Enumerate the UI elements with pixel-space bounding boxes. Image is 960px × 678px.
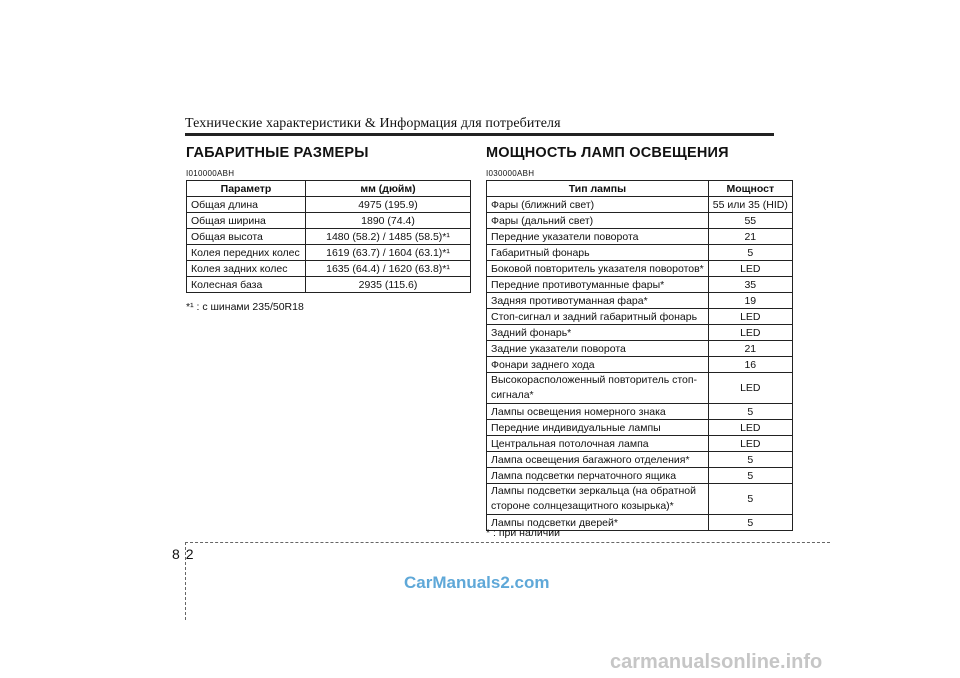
table-cell-value: 1619 (63.7) / 1604 (63.1)*¹ xyxy=(306,245,471,261)
dimensions-table xyxy=(186,180,471,293)
table-cell-value: 21 xyxy=(708,341,792,357)
table-cell-value: 19 xyxy=(708,293,792,309)
footer-divider xyxy=(185,542,830,543)
table-cell-value: 4975 (195.9) xyxy=(306,197,471,213)
table-row xyxy=(487,229,793,245)
col-header-power: Мощност xyxy=(708,181,792,197)
table-row xyxy=(487,277,793,293)
table-cell-value: 2935 (115.6) xyxy=(306,277,471,293)
lamps-table xyxy=(486,180,793,531)
table-cell-label: Задний фонарь* xyxy=(487,325,709,341)
table-row xyxy=(187,213,471,229)
table-cell-value: 55 или 35 (HID) xyxy=(708,197,792,213)
table-cell-label: Колея задних колес xyxy=(187,261,306,277)
dimensions-code: I010000ABH xyxy=(186,169,235,178)
table-cell-value: LED xyxy=(708,261,792,277)
table-row xyxy=(487,293,793,309)
header-rule xyxy=(185,133,774,136)
table-cell-value: 5 xyxy=(708,245,792,261)
lamps-code: I030000ABH xyxy=(486,169,535,178)
table-cell-label: Задние указатели поворота xyxy=(487,341,709,357)
table-cell-value: 5 xyxy=(708,468,792,484)
page-header-title: Технические характеристики & Информация для потребителя xyxy=(185,116,561,131)
table-cell-value: LED xyxy=(708,309,792,325)
table-cell-label: Габаритный фонарь xyxy=(487,245,709,261)
table-row xyxy=(487,404,793,420)
table-row xyxy=(487,484,793,515)
table-cell-value: 1890 (74.4) xyxy=(306,213,471,229)
table-cell-value: 1635 (64.4) / 1620 (63.8)*¹ xyxy=(306,261,471,277)
table-cell-label: Лампа освещения багажного отделения* xyxy=(487,452,709,468)
table-row xyxy=(487,213,793,229)
table-cell-label: Передние противотуманные фары* xyxy=(487,277,709,293)
table-cell-label: Фары (дальний свет) xyxy=(487,213,709,229)
table-cell-value: 5 xyxy=(708,484,792,515)
table-cell-value: 21 xyxy=(708,229,792,245)
table-cell-value: LED xyxy=(708,436,792,452)
col-header-lamp-type: Тип лампы xyxy=(487,181,709,197)
lamps-title: МОЩНОСТЬ ЛАМП ОСВЕЩЕНИЯ xyxy=(486,145,729,161)
table-cell-value: LED xyxy=(708,373,792,404)
table-cell-label: Лампы подсветки дверей* xyxy=(487,515,709,531)
table-cell-value: 35 xyxy=(708,277,792,293)
table-row xyxy=(187,261,471,277)
table-cell-label: Стоп-сигнал и задний габаритный фонарь xyxy=(487,309,709,325)
table-cell-label: Колея передних колес xyxy=(187,245,306,261)
table-cell-label: Лампы освещения номерного знака xyxy=(487,404,709,420)
table-row xyxy=(187,229,471,245)
page-number: 82 xyxy=(172,546,200,562)
table-cell-label: Боковой повторитель указателя поворотов* xyxy=(487,261,709,277)
table-cell-value: 5 xyxy=(708,515,792,531)
table-cell-value: LED xyxy=(708,420,792,436)
table-row xyxy=(487,245,793,261)
table-row xyxy=(187,277,471,293)
table-cell-label: Лампа подсветки перчаточного ящика xyxy=(487,468,709,484)
table-row xyxy=(487,373,793,404)
table-cell-label: Общая длина xyxy=(187,197,306,213)
table-cell-label: Передние индивидуальные лампы xyxy=(487,420,709,436)
lamps-note: * : при наличии xyxy=(486,527,560,539)
table-cell-value: 1480 (58.2) / 1485 (58.5)*¹ xyxy=(306,229,471,245)
table-row xyxy=(487,468,793,484)
table-cell-value: 5 xyxy=(708,404,792,420)
watermark-bottom: carmanualsonline.info xyxy=(610,651,823,673)
table-row xyxy=(487,436,793,452)
table-row xyxy=(487,420,793,436)
table-cell-value: 55 xyxy=(708,213,792,229)
table-cell-label: Фары (ближний свет) xyxy=(487,197,709,213)
table-row xyxy=(487,261,793,277)
table-cell-label: Общая высота xyxy=(187,229,306,245)
table-cell-label: Центральная потолочная лампа xyxy=(487,436,709,452)
table-row xyxy=(187,245,471,261)
table-row xyxy=(187,197,471,213)
dimensions-title: ГАБАРИТНЫЕ РАЗМЕРЫ xyxy=(186,145,369,161)
table-cell-value: 5 xyxy=(708,452,792,468)
table-cell-label: Задняя противотуманная фара* xyxy=(487,293,709,309)
table-row xyxy=(487,452,793,468)
table-cell-label: Высокорасположенный повторитель стоп-сигнала* xyxy=(487,373,709,404)
table-row xyxy=(487,309,793,325)
table-row xyxy=(487,357,793,373)
table-cell-value: LED xyxy=(708,325,792,341)
table-cell-label: Общая ширина xyxy=(187,213,306,229)
table-cell-label: Передние указатели поворота xyxy=(487,229,709,245)
col-header-param: Параметр xyxy=(187,181,306,197)
table-cell-value: 16 xyxy=(708,357,792,373)
col-header-mm: мм (дюйм) xyxy=(306,181,471,197)
watermark-top: CarManuals2.com xyxy=(404,573,550,592)
table-row xyxy=(487,197,793,213)
table-row xyxy=(487,325,793,341)
table-cell-label: Лампы подсветки зеркальца (на обратной стороне солнцезащитного козырька)* xyxy=(487,484,709,515)
table-cell-label: Фонари заднего хода xyxy=(487,357,709,373)
table-row xyxy=(487,341,793,357)
table-cell-label: Колесная база xyxy=(187,277,306,293)
dimensions-note: *¹ : с шинами 235/50R18 xyxy=(186,301,304,313)
